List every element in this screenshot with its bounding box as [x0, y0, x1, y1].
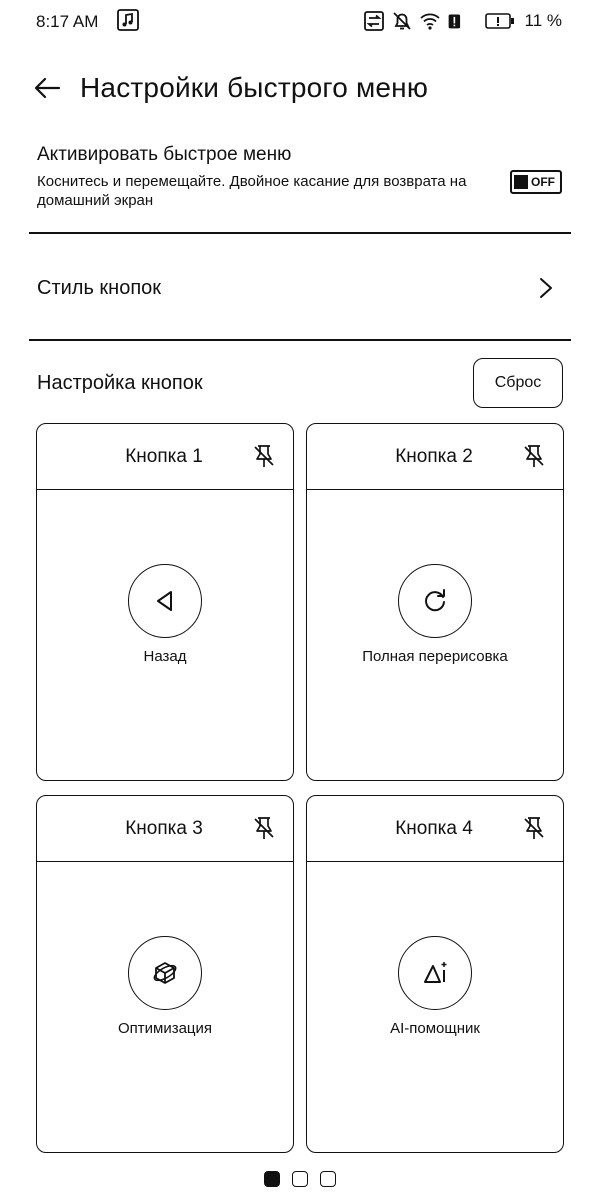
quick-menu-setting[interactable] [37, 144, 565, 210]
arrow-left-icon[interactable] [32, 73, 62, 103]
toggle-state: OFF [531, 175, 555, 189]
card-title: Кнопка 1 [125, 446, 203, 467]
unpin-icon[interactable] [521, 443, 547, 469]
action-label: Полная перерисовка [362, 648, 508, 665]
refresh-icon [420, 586, 450, 616]
action-label: Оптимизация [117, 1020, 213, 1037]
card-header [307, 796, 563, 862]
unpin-icon[interactable] [251, 443, 277, 469]
alert-icon [447, 10, 465, 32]
divider [29, 232, 571, 234]
bell-off-icon [391, 10, 413, 32]
reset-button[interactable]: Сброс [473, 358, 563, 408]
quick-menu-description: Коснитесь и перемещайте. Двойное касание для возврата на домашний экран [37, 173, 467, 209]
card-title: Кнопка 3 [125, 818, 203, 839]
unpin-icon[interactable] [251, 815, 277, 841]
status-icons [363, 9, 563, 33]
wifi-icon [419, 10, 441, 32]
chevron-right-icon [535, 277, 557, 299]
divider [29, 339, 571, 341]
card-title: Кнопка 4 [395, 818, 473, 839]
button-card-4[interactable] [306, 795, 564, 1153]
music-note-icon [117, 9, 139, 31]
page-dot-2[interactable] [292, 1171, 308, 1187]
action-button[interactable] [128, 564, 202, 638]
quick-menu-toggle[interactable] [510, 170, 562, 194]
card-title: Кнопка 2 [395, 446, 473, 467]
action-button[interactable] [398, 936, 472, 1010]
button-config-header [37, 356, 563, 410]
button-card-2[interactable] [306, 423, 564, 781]
sync-icon [363, 10, 385, 32]
button-config-label: Настройка кнопок [37, 371, 203, 394]
optimize-cube-icon [150, 958, 180, 988]
button-card-1[interactable] [36, 423, 294, 781]
action-button[interactable] [398, 564, 472, 638]
page-dot-3[interactable] [320, 1171, 336, 1187]
quick-menu-title: Активировать быстрое меню [37, 144, 292, 165]
status-bar [0, 0, 600, 42]
action-button[interactable] [128, 936, 202, 1010]
card-header [37, 424, 293, 490]
page-title: Настройки быстрого меню [80, 72, 429, 103]
button-card-3[interactable] [36, 795, 294, 1153]
back-triangle-icon [150, 586, 180, 616]
battery-indicator [485, 11, 563, 31]
page-header [32, 66, 428, 110]
action-label: AI-помощник [390, 1020, 480, 1037]
page-dot-1[interactable] [264, 1171, 280, 1187]
status-time: 8:17 AM [36, 12, 99, 31]
unpin-icon[interactable] [521, 815, 547, 841]
card-header [37, 796, 293, 862]
toggle-knob [514, 175, 528, 189]
ai-assistant-icon [420, 958, 450, 988]
battery-percent: 11 % [524, 11, 562, 30]
card-header [307, 424, 563, 490]
button-style-label: Стиль кнопок [37, 276, 162, 299]
battery-icon [485, 11, 515, 31]
page-indicator [264, 1171, 336, 1187]
action-label: Назад [143, 648, 187, 665]
button-style-row[interactable] [37, 258, 565, 318]
